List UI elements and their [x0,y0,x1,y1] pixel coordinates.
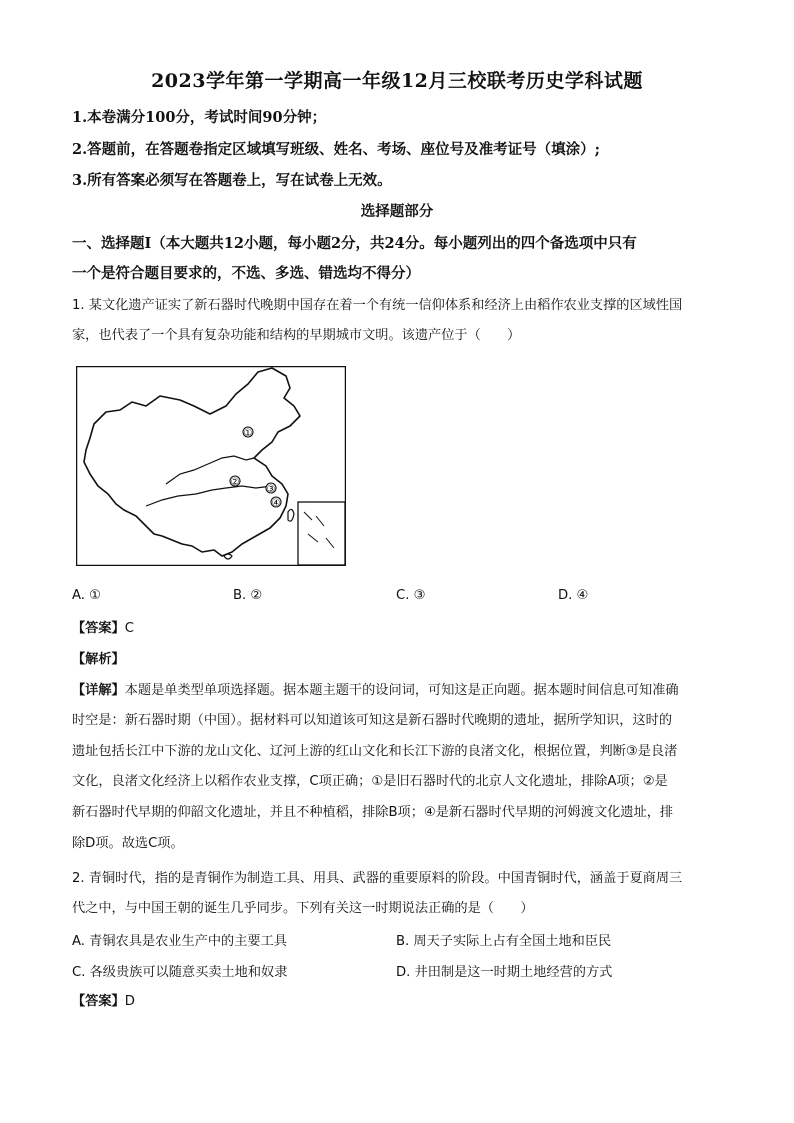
q1-detail-line-3: 遗址包括长江中下游的龙山文化、辽河上游的红山文化和长江下游的良渚文化，根据位置，判断③是良渚 [72,744,678,759]
note-3: 3.所有答案必须写在答题卷上，写在试卷上无效。 [72,172,392,189]
q2-option-a[interactable]: A. 青铜农具是农业生产中的主要工具 [72,934,287,949]
q1-detail-line-2: 时空是：新石器时期（中国）。据材料可以知道该可知这是新石器时代晚期的遗址，据所学知识，这时的 [72,713,673,728]
map-marker-3: ③ [266,484,276,495]
part-header-line-1: 一、选择题Ⅰ（本大题共12小题，每小题2分，共24分。每小题列出的四个备选项中只有 [72,235,637,252]
map-marker-2: ② [230,477,240,488]
q2-stem-line-1: 2. 青铜时代，指的是青铜作为制造工具、用具、武器的重要原料的阶段。中国青铜时代，涵盖于夏商周三 [72,871,683,886]
q1-analysis [72,650,732,670]
note-2: 2.答题前，在答题卷指定区域填写班级、姓名、考场、座位号及准考证号（填涂）; [72,141,600,158]
q1-detail-line-4: 文化，良渚文化经济上以稻作农业支撑，C项正确；①是旧石器时代的北京人文化遗址，排除A项；②是 [72,774,668,789]
q1-detail-text-1: 本题是单类型单项选择题。据本题主题干的设问词，可知这是正向题。据本题时间信息可知准确 [124,683,679,698]
note-1: 1.本卷满分100分，考试时间90分钟； [72,109,327,126]
q1-analysis-label: 【解析】 [72,652,125,667]
q1-answer-label: 【答案】 [72,621,125,636]
q1-option-c[interactable]: C. ③ [396,588,426,603]
q1-detail-label: 【详解】 [72,683,125,698]
q1-detail-line-5: 新石器时代早期的仰韶文化遗址，并且不种植稻，排除B项；④是新石器时代早期的河姆渡文化遗址，排 [72,805,674,820]
q1-answer [72,619,732,639]
q2-option-b[interactable]: B. 周天子实际上占有全国土地和臣民 [396,934,612,949]
q1-stem-line-2: 家，也代表了一个具有复杂功能和结构的早期城市文明。该遗产位于（ ） [72,328,521,343]
q1-answer-value: C [124,621,134,636]
map-marker-1: ① [243,428,253,439]
q1-stem-line-1: 1. 某文化遗产证实了新石器时代晚期中国存在着一个有统一信仰体系和经济上由稻作农业支撑的区域性国 [72,298,683,313]
q1-detail-line-6: 除D项。故选C项。 [72,836,184,851]
part-header-line-2: 一个是符合题目要求的，不选、多选、错选均不得分） [72,265,420,282]
south-china-sea-inset [298,502,345,565]
q2-option-d[interactable]: D. 井田制是这一时期土地经营的方式 [396,965,613,980]
q1-option-b[interactable]: B. ② [233,588,263,603]
section-title: 选择题部分 [360,203,434,220]
china-map [76,366,346,566]
exam-title: 2023学年第一学期高一年级12月三校联考历史学科试题 [151,70,643,92]
q2-answer-label: 【答案】 [72,994,125,1009]
q1-detail-line-1 [72,681,732,701]
map-marker-4: ④ [271,498,281,509]
q2-option-c[interactable]: C. 各级贵族可以随意买卖土地和奴隶 [72,965,288,980]
q2-answer [72,992,732,1012]
q2-stem-line-2: 代之中，与中国王朝的诞生几乎同步。下列有关这一时期说法正确的是（ ） [72,901,534,916]
q2-answer-value: D [124,994,135,1009]
q1-option-a[interactable]: A. ① [72,588,101,603]
q1-option-d[interactable]: D. ④ [558,588,589,603]
china-map-figure [76,366,346,566]
